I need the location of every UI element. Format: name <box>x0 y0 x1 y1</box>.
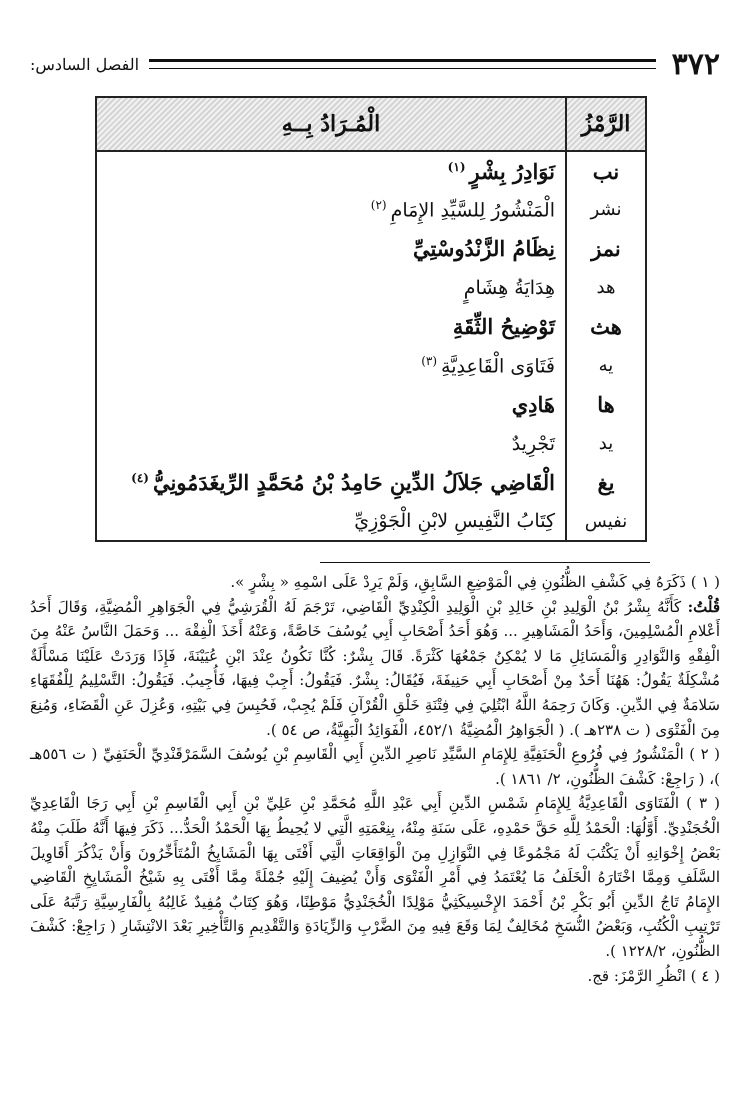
table-body <box>96 151 646 541</box>
symbol-code: ها <box>566 385 646 424</box>
table-row <box>96 229 646 268</box>
meaning-text: نِظَامُ الزَّنْدُوسْتِيِّ <box>412 236 555 261</box>
symbol-meaning <box>96 385 566 424</box>
table-row <box>96 385 646 424</box>
page-header <box>30 44 720 84</box>
header-rule <box>149 59 656 69</box>
symbols-table-container <box>95 96 647 538</box>
footnote-reference: (٢) <box>370 197 387 212</box>
meaning-text: كِتَابُ النَّفِيسِ لابْنِ الْجَوْزِيِّ <box>354 510 555 532</box>
symbol-code: يد <box>566 424 646 463</box>
footnote-reference: (١) <box>447 159 466 174</box>
symbol-meaning <box>96 229 566 268</box>
table-row <box>96 346 646 385</box>
meaning-text: فَتَاوَى الْقَاعِدِيَّةِ <box>441 355 555 378</box>
table-row <box>96 190 646 229</box>
symbol-code: يه <box>566 346 646 385</box>
meaning-text: تَوْضِيحُ الثِّقَةِ <box>452 314 555 339</box>
symbol-code: نمز <box>566 229 646 268</box>
footnote-1-lead: قُلْتُ: <box>687 597 720 616</box>
symbol-code: نب <box>566 151 646 190</box>
table-row <box>96 424 646 463</box>
symbol-code: هث <box>566 307 646 346</box>
symbol-meaning <box>96 424 566 463</box>
column-header-meaning: الْمُـرَادُ بِــهِ <box>96 97 566 151</box>
table-row <box>96 463 646 502</box>
symbol-meaning <box>96 346 566 385</box>
symbol-meaning <box>96 190 566 229</box>
footnotes <box>30 570 720 988</box>
table-row <box>96 268 646 307</box>
symbol-meaning <box>96 268 566 307</box>
footnote-1: ( ١ ) ذَكَرَهُ فِي كَشْفِ الظُّنُونِ فِي الْمَوْضِعِ السَّابِقِ، وَلَمْ يَرِدْ عَلَى اسْمِهِ « بِشْرٍ ». <box>230 573 720 591</box>
chapter-title: الفصل السادس: <box>30 54 140 74</box>
symbol-code: يغ <box>566 463 646 502</box>
symbol-meaning <box>96 307 566 346</box>
table-row <box>96 502 646 541</box>
meaning-text: هَادِي <box>511 392 555 417</box>
column-header-symbol: الرَّمْزُ <box>566 97 646 151</box>
meaning-text: الْقَاضِي جَلاَلُ الدِّينِ حَامِدُ بْنُ مُحَمَّدٍ الرِّيغَدَمُونِيُّ <box>152 470 555 495</box>
symbols-table <box>95 96 647 542</box>
table-row <box>96 151 646 190</box>
page-number: ٣٧٢ <box>671 46 720 82</box>
footnote-2: ( ٢ ) الْمَنْشُورُ فِي فُرُوعِ الْحَنَفِيَّةِ لِلإِمَامِ السَّيِّدِ نَاصِرِ الدِّينِ أَبِي الْقَاسِمِ بْنِ يُوسُفَ السَّمَرْقَنْدِيِّ الْحَنَفِيِّ ( ت ٥٥٦هـ )، ( رَاجِعْ: كَشْفَ الظُّنُونِ، ٢/ ١٨٦١ ). <box>30 745 721 788</box>
footnote-4: ( ٤ ) انْظُرِ الرَّمْزَ: قج. <box>587 966 720 985</box>
symbol-code: نشر <box>566 190 646 229</box>
meaning-text: نَوَادِرُ بِشْرٍ <box>469 158 555 184</box>
symbol-code: نفيس <box>566 502 646 541</box>
footnote-separator <box>320 562 650 563</box>
table-header-row <box>96 97 646 151</box>
meaning-text: الْمَنْشُورُ لِلسَّيِّدِ الإِمَامِ <box>390 199 555 222</box>
footnote-1-body: كَأَنَّهُ بِشْرُ بْنُ الْوَلِيدِ بْنِ خَالِدِ بْنِ الْوَلِيدِ الْكِنْدِيِّ الْقَاضِي، تَرْجَمَ لَهُ الْقُرَشِيُّ فِي الْجَوَاهِرِ الْمُضِيَّةِ، وَقَالَ أَحَدُ أَعْلامِ الْمُسْلِمِينَ، وَأَحَدُ الْمَشَاهِيرِ ... وَهُوَ أَحَدُ أَصْحَابِ أَبِي يُوسُفَ خَاصَّةً، وَعَنْهُ أَخَذَ الْفِقْهَ ... وَحَمَلَ النَّاسُ عَنْهُ مِنَ الْفِقْهِ وَالنَّوَادِرِ وَالْمَسَائِلِ مَا لا يُمْكِنُ جَمْعُهَا كَثْرَةً. قَالَ بِشْرٌ: كُنَّا نَكُونُ عِنْدَ ابْنِ عُيَيْنَةَ، فَإِذَا وَرَدَتْ عَلَيْنَا مَسْأَلَةٌ مُشْكِلَةٌ يَقُولُ: هَهُنَا أَحَدٌ مِنْ أَصْحَابِ أَبِي حَنِيفَةَ، فَيُقَالُ: بِشْرٌ. فَيَقُولُ: أَجِبْ فِيهَا، فَأُجِيبُ. فَيَقُولُ: التَّسْلِيمُ لِلْفُقَهَاءِ سَلامَةٌ فِي الدِّينِ. وَكَانَ رَحِمَهُ اللَّهُ ابْتُلِيَ فِي فِتْنَةِ خَلْقِ الْقُرْآنِ فَلَمْ يُجِبْ، فَحُبِسَ فِي بَيْتِهِ، وَعُزِلَ عَنِ الْقَضَاءِ، وَمُنِعَ مِنَ الْفَتْوَى ( ت ٢٣٨هـ ). ( الْجَوَاهِرُ الْمُضِيَّةُ ٤٥٢/١، الْفَوَائِدُ الْبَهِيَّةُ، ص ٥٤ ). <box>30 597 720 739</box>
footnote-reference: (٣) <box>421 353 438 368</box>
symbol-meaning <box>96 463 566 502</box>
meaning-text: تَجْرِيدٌ <box>511 432 555 455</box>
footnote-1-continued <box>30 595 720 743</box>
meaning-text: هِدَايَةُ هِشَامٍ <box>463 276 555 299</box>
footnote-3: ( ٣ ) الْفَتَاوَى الْقَاعِدِيَّةُ لِلإِمَامِ شَمْسِ الدِّينِ أَبِي عَبْدِ اللَّهِ مُحَمَّدِ بْنِ عَلِيِّ بْنِ أَبِي الْقَاسِمِ بْنِ أَبِي رَجَا الْقَاعِدِيِّ الْخُجَنْدِيِّ. أَوَّلُهَا: الْحَمْدُ لِلَّهِ حَقَّ حَمْدِهِ، عَلَى سَنَةِ مِنْهُ، بِنِعْمَتِهِ الَّتِي لا يُحِيطُ بِهَا الْحَمْدُ الْحَدُّ... ذَكَرَ فِيهَا أَنَّهُ طَلَبَ مِنْهُ بَعْضُ إِخْوَانِهِ أَنْ يَكْتُبَ لَهُ مَجْمُوعًا فِي النَّوَازِلِ مِنَ الْوَاقِعَاتِ الَّتِي أَفْتَى بِهَا الْمَشَايِخُ الْمُتَأَخِّرُونَ وَأَنْ يَذْكُرَ أَقَاوِيلَ السَّلَفِ وَمِمَّا اخْتَارَهُ الْخَلَفُ مَا يُعْتَمَدُ فِي أَمْرِ الْفَتْوَى وَأَنْ يُضِيفَ إِلَيْهِ جُمْلَةً مِمَّا أَفْتَى بِهِ شَيْخُ الْمَشَايِخِ الْقَاضِي الإِمَامُ تَاجُ الدِّينِ أَبُو بَكْرِ بْنُ أَحْمَدَ الإِخْسِيكَثِيُّ مَوْلِدًا الْخُجَنْدِيُّ مَوْطِنًا، وَهُوَ كِتَابٌ مُفِيدٌ غَالِبُهُ بِالْفَارِسِيَّةِ رَتَّبَهُ عَلَى تَرْتِيبِ الْكُتُبِ، وَبَعْضُ النُّسَخِ مُخَالِفٌ لِمَا وَقَعَ فِيهِ مِنَ الضَّرْبِ وَالزِّيَادَةِ وَالتَّقْدِيمِ وَالتَّأْخِيرِ بَعْدَ الانْتِشَارِ ( رَاجِعْ: كَشْفَ الظُّنُونِ، ١٢٢٨/٢ ). <box>30 794 721 960</box>
footnote-reference: (٤) <box>131 471 149 485</box>
symbol-meaning <box>96 502 566 541</box>
symbol-code: هد <box>566 268 646 307</box>
table-row <box>96 307 646 346</box>
symbol-meaning <box>96 151 566 190</box>
